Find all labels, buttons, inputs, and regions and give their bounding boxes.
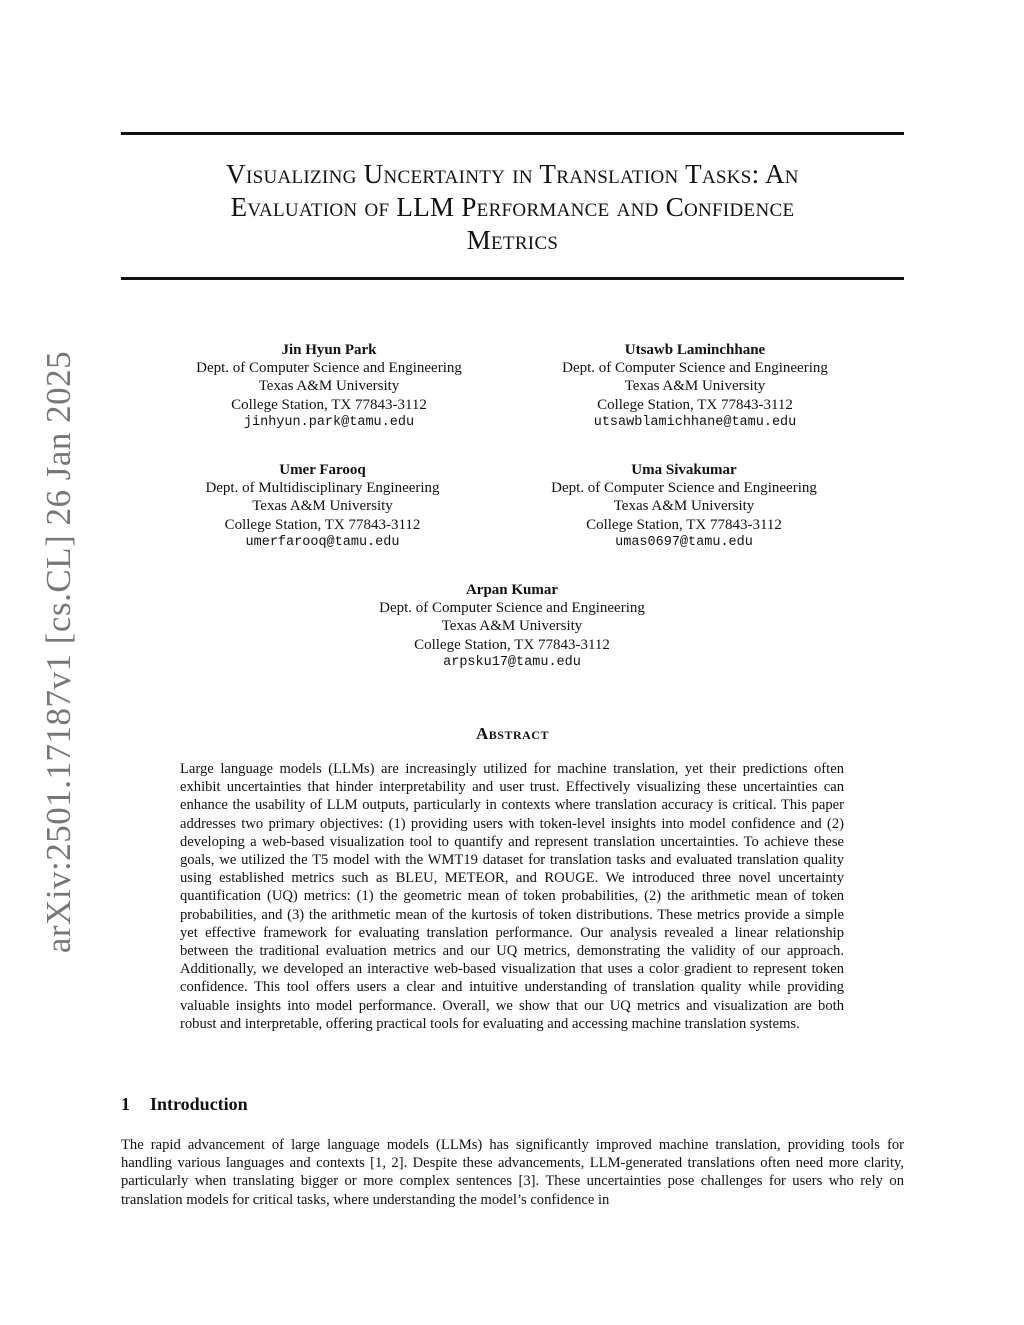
author-block — [520, 461, 848, 552]
abstract-text: Large language models (LLMs) are increasingly utilized for machine translation, yet their predictions often exhibit uncertainties that hinder interpretability and user trust. Effectively visualizing these uncertainties can enhance the usability of LLM outputs, particularly in contexts where translation accuracy is critical. This paper addresses two primary objectives: (1) providing users with token-level insights into model confidence and (2) developing a web-based visualization tool to quantify and represent translation uncertainties. To achieve these goals, we utilized the T5 model with the WMT19 dataset for translation tasks and evaluated translation quality using established metrics such as BLEU, METEOR, and ROUGE. We introduced three novel uncertainty quantification (UQ) metrics: (1) the geometric mean of token probabilities, (2) the arithmetic mean of token probabilities, and (3) the arithmetic mean of the kurtosis of token distributions. These metrics provide a simple yet effective framework for evaluating translation performance. Our analysis revealed a linear relationship between the traditional evaluation metrics and our UQ metrics, demonstrating the validity of our approach. Additionally, we developed an interactive web-based visualization that uses a color gradient to represent token confidence. This tool offers users a clear and intuitive understanding of translation quality while providing valuable insights into model performance. Overall, we show that our UQ metrics and visualization are both robust and interpretable, offering practical tools for evaluating and accessing machine translation systems. — [180, 761, 844, 1032]
section-heading — [121, 1094, 248, 1115]
author-university: Texas A&M University — [613, 498, 755, 515]
author-university: Texas A&M University — [252, 498, 393, 515]
author-university: Texas A&M University — [258, 378, 400, 395]
author-location: College Station, TX 77843-3112 — [597, 396, 793, 413]
title-line-1: Visualizing Uncertainty in Translation Tasks: An — [226, 159, 799, 189]
author-location: College Station, TX 77843-3112 — [586, 516, 782, 533]
abstract-heading: Abstract — [476, 724, 549, 743]
author-block — [536, 341, 854, 432]
paper-title — [121, 158, 904, 257]
author-name: Umer Farooq — [279, 462, 366, 478]
arxiv-stamp: arXiv:2501.17187v1 [cs.CL] 26 Jan 2025 — [39, 350, 78, 954]
author-dept: Dept. of Computer Science and Engineering — [562, 360, 828, 377]
author-location: College Station, TX 77843-3112 — [231, 396, 427, 413]
author-location: College Station, TX 77843-3112 — [414, 636, 610, 653]
author-email[interactable]: arpsku17@tamu.edu — [443, 654, 581, 670]
title-bottom-rule — [121, 277, 904, 280]
author-university: Texas A&M University — [441, 618, 583, 635]
author-email[interactable]: utsawblamichhane@tamu.edu — [593, 414, 797, 430]
title-top-rule — [121, 132, 904, 135]
author-name: Arpan Kumar — [465, 582, 559, 598]
author-university: Texas A&M University — [624, 378, 766, 395]
section-number: 1 — [121, 1094, 130, 1114]
author-name: Jin Hyun Park — [281, 342, 377, 358]
author-email[interactable]: jinhyun.park@tamu.edu — [243, 414, 415, 430]
author-email[interactable]: umerfarooq@tamu.edu — [245, 534, 400, 550]
author-dept: Dept. of Multidisciplinary Engineering — [205, 480, 440, 497]
author-email[interactable]: umas0697@tamu.edu — [615, 534, 753, 550]
introduction-text: The rapid advancement of large language models (LLMs) has significantly improved machine translation, providing tools for handling various languages and contexts [1, 2]. Despite these advancements, LLM-generated translations often need more clarity, particularly when translating bigger or more complex sentences [3]. These uncertainties pose challenges for users who rely on translation models for critical tasks, where understanding the model’s confidence in — [121, 1137, 904, 1208]
author-block — [170, 341, 488, 432]
author-name: Uma Sivakumar — [631, 462, 737, 478]
title-line-3: Metrics — [466, 225, 559, 255]
author-name: Utsawb Laminchhane — [624, 342, 766, 358]
author-dept: Dept. of Computer Science and Engineering — [379, 600, 645, 617]
section-title: Introduction — [150, 1094, 248, 1114]
author-block — [352, 581, 672, 672]
title-line-2: Evaluation of LLM Performance and Confidence — [230, 192, 795, 222]
author-block — [170, 461, 475, 552]
author-dept: Dept. of Computer Science and Engineering — [196, 360, 462, 377]
author-dept: Dept. of Computer Science and Engineering — [551, 480, 817, 497]
author-location: College Station, TX 77843-3112 — [224, 516, 421, 533]
